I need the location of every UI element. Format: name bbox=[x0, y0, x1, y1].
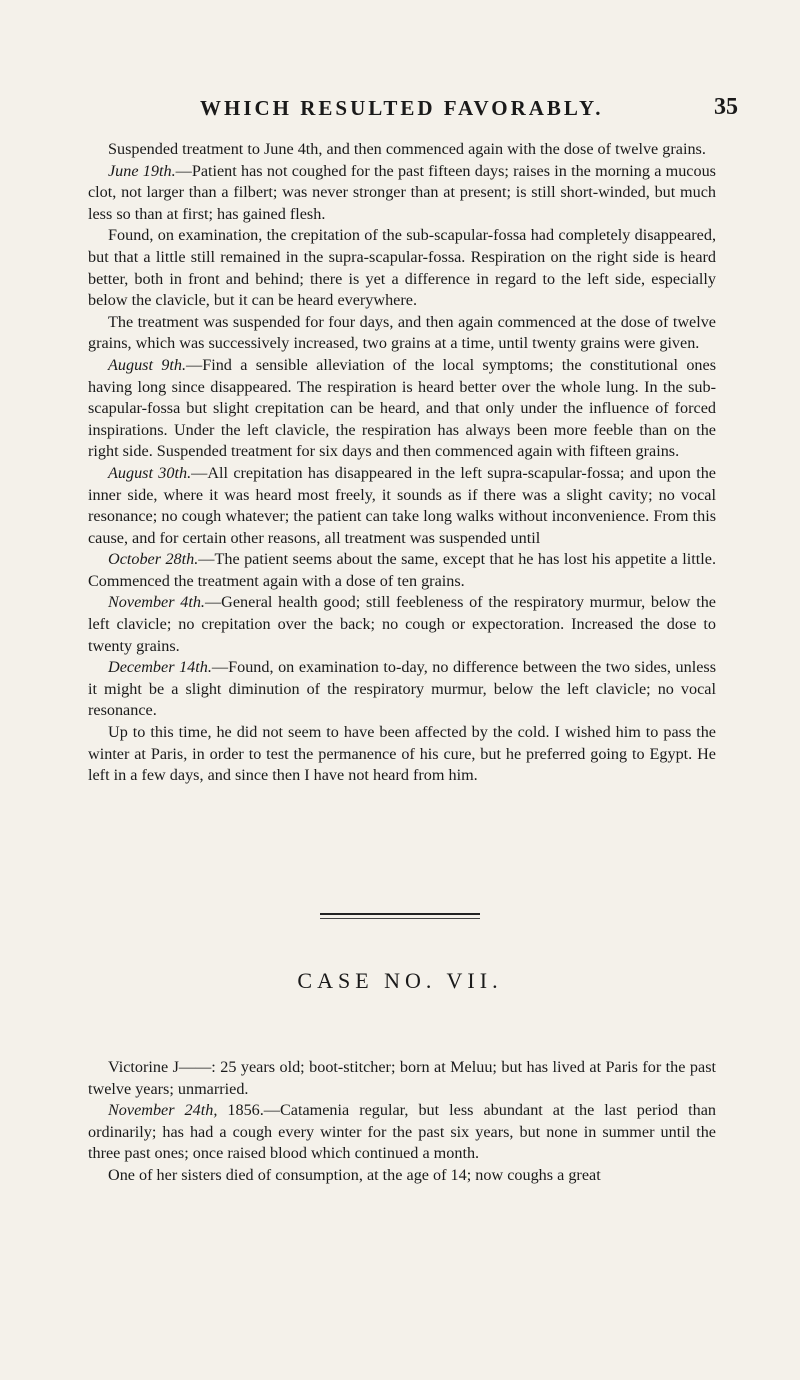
case-text bbox=[88, 1057, 716, 1187]
paragraph-dated-entry: August 9th.—Find a sensible alleviation of the local symptoms; the constitutional ones having long since disappeared. The respiration is heard better over the whole lung. In the sub-scapular-fossa but slight crepitation can be heard, and that only under the influence of forced inspirations. Under the left clavicle, the respiration has always been more feeble than on the right side. Suspended treatment for six days and then commenced again with fifteen grains. bbox=[88, 355, 716, 461]
paragraph: Suspended treatment to June 4th, and then commenced again with the dose of twelve grains. bbox=[108, 140, 706, 158]
paragraph: One of her sisters died of consumption, at the age of 14; now coughs a great bbox=[108, 1165, 601, 1184]
main-text bbox=[88, 139, 716, 787]
page-number: 35 bbox=[714, 94, 738, 120]
case-heading: CASE NO. VII. bbox=[297, 968, 503, 993]
paragraph-dated-entry: June 19th.—Patient has not coughed for the past fifteen days; raises in the morning a mucous clot, not larger than a filbert; was never stronger than at present; is still short-winded, but much less so than at first; has gained flesh. bbox=[88, 161, 716, 223]
paragraph-dated-entry: December 14th.—Found, on examination to-day, no difference between the two sides, unless it might be a slight diminution of the respiratory murmur, below the left clavicle; no vocal resonance. bbox=[88, 658, 717, 720]
section-divider bbox=[320, 913, 480, 915]
paragraph-dated-entry: November 4th.—General health good; still feebleness of the respiratory murmur, below the left clavicle; no crepitation over the back; no cough or expectoration. Increased the dose to twenty grains. bbox=[88, 593, 716, 655]
paragraph-dated-entry: August 30th.—All crepitation has disappeared in the left supra-scapular-fossa; and upon the inner side, where it was heard most freely, it sounds as if there was a slight cavity; no vocal resonance; no cough whatever; the patient can take long walks without inconvenience. From this cause, and for certain other reasons, all treatment was suspended until bbox=[88, 463, 716, 547]
paragraph: Found, on examination, the crepitation of the sub-scapular-fossa had completely disappeared, but that a little still remained in the supra-scapular-fossa. Respiration on the right side is heard better, both in front and behind; there is yet a difference in regard to the left side, especially below the clavicle, but it can be heard everywhere. bbox=[88, 226, 716, 310]
paragraph-dated-entry: November 24th, 1856.—Catamenia regular, but less abundant at the last period than ordinarily; has had a cough every winter for the past six years, but none in summer until the three past ones; once raised blood which continued a month. bbox=[88, 1101, 716, 1163]
paragraph: Victorine J——: 25 years old; boot-stitcher; born at Meluu; but has lived at Paris for the past twelve years; unmarried. bbox=[88, 1058, 716, 1098]
running-head: WHICH RESULTED FAVORABLY. bbox=[200, 96, 604, 120]
paragraph-dated-entry: October 28th.—The patient seems about the same, except that he has lost his appetite a little. Commenced the treatment again with a dose of ten grains. bbox=[88, 550, 716, 590]
section-divider bbox=[320, 918, 480, 919]
paragraph: Up to this time, he did not seem to have been affected by the cold. I wished him to pass the winter at Paris, in order to test the permanence of his cure, but he preferred going to Egypt. He left in a few days, and since then I have not heard from him. bbox=[88, 723, 716, 785]
paragraph: The treatment was suspended for four days, and then again commenced at the dose of twelve grains, which was successively increased, two grains at a time, until twenty grains were given. bbox=[88, 312, 716, 353]
